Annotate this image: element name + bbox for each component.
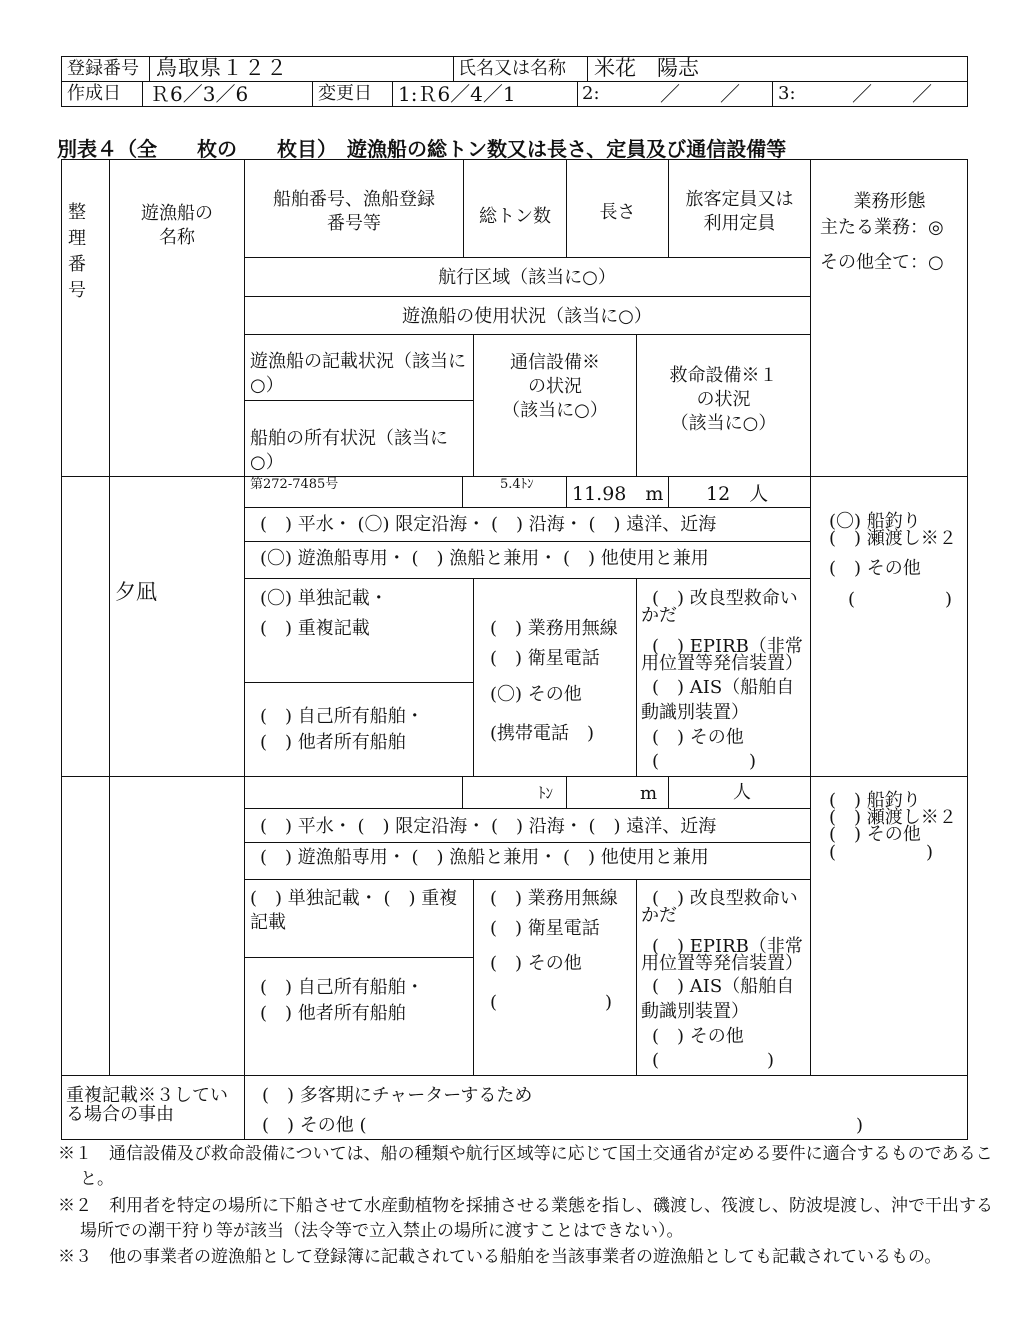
column-header-business: 業務形態 [853, 191, 926, 212]
owner-self-1: ( ) 自己所有船舶・ [260, 706, 424, 727]
column-header-seiri: 整理番号 [68, 202, 86, 301]
business-other-1: ( ) その他 [829, 558, 921, 579]
comm-satellite-1: ( ) 衛星電話 [490, 648, 600, 669]
column-header-owner: 船舶の所有状況（該当に○） [250, 428, 448, 473]
duplicate-reason-other-close: ) [856, 1115, 864, 1136]
rescue-ais-2: ( ) AIS（船舶自 [652, 976, 795, 997]
record-2: ( ) 単独記載・ ( ) 重複記載 [250, 888, 458, 933]
column-header-communication: 通信設備※ の状況 （該当に○） [502, 352, 608, 421]
business-ferry-2: ( ) 瀬渡し※２ [829, 807, 957, 828]
owner-self-2: ( ) 自己所有船舶・ [260, 977, 424, 998]
form-title: 別表４（全 枚の 枚目） 遊漁船の総トン数又は長さ、定員及び通信設備等 [57, 137, 787, 161]
rescue-ais-cont-1: 動識別装置） [641, 702, 749, 723]
business-other-detail-1: ( ) [848, 589, 953, 610]
length-1: 11.98 m [572, 483, 664, 505]
row-separator [61, 1075, 968, 1076]
comm-other-detail-1: (携帯電話 ) [490, 723, 595, 744]
header-rule [453, 56, 454, 81]
rescue-epirb-cont-1: 用位置等発信装置） [641, 653, 803, 674]
navigation-area-1: ( ) 平水・ (〇) 限定沿海・ ( ) 沿海・ ( ) 遠洋、近海 [260, 514, 717, 535]
header-rule [149, 56, 150, 81]
change-date-3-slashes: ／ ／ [852, 82, 932, 106]
length-unit-2: m [640, 783, 658, 804]
registration-number-label: 登録番号 [67, 58, 139, 79]
comm-radio-1: ( ) 業務用無線 [490, 618, 618, 639]
rescue-epirb-cont-2: 用位置等発信装置） [641, 953, 803, 974]
rescue-raft-cont-1: かだ [641, 605, 677, 626]
change-date-1: 1:Ｒ6／4／1 [398, 82, 516, 106]
tonnage-1: 5.4ﾄﾝ [500, 477, 534, 492]
rescue-raft-1: ( ) 改良型救命い [652, 588, 798, 609]
owner-other-2: ( ) 他者所有船舶 [260, 1003, 406, 1024]
rescue-other-1: ( ) その他 [652, 727, 744, 748]
usage-2: ( ) 遊漁船専用・ ( ) 漁船と兼用・ ( ) 他使用と兼用 [260, 847, 709, 868]
change-date-3-number: 3: [778, 83, 796, 104]
row2-line [244, 957, 473, 958]
business-ferry-1: ( ) 瀬渡し※２ [829, 528, 957, 549]
header-line [244, 334, 810, 335]
row1-line [473, 578, 474, 776]
header-line [244, 257, 810, 258]
row-separator [61, 776, 968, 777]
comm-satellite-2: ( ) 衛星電話 [490, 918, 600, 939]
footnote-1: ※１ 通信設備及び救命設備については、船の種類や航行区域等に応じて国土交通省が定める要件に適合するものであること。 [58, 1144, 993, 1189]
ship-number-1: 第272-7485号 [250, 477, 339, 492]
capacity-unit-2: 人 [733, 782, 751, 803]
row1-line [566, 476, 567, 507]
header-rule [312, 81, 313, 107]
row2-line [636, 879, 637, 1075]
business-other-2: ( ) その他 [829, 824, 921, 845]
comm-other-detail-2: ( ) [490, 992, 613, 1013]
column-header-length: 長さ [599, 202, 636, 223]
comm-radio-2: ( ) 業務用無線 [490, 888, 618, 909]
created-date-value: Ｒ6／3／6 [150, 82, 249, 106]
row1-line [636, 578, 637, 776]
row2-line [566, 776, 567, 808]
header-rule [392, 81, 393, 107]
rescue-other-2: ( ) その他 [652, 1026, 744, 1047]
column-header-vessel-name: 遊漁船の 名称 [141, 203, 213, 248]
rescue-ais-cont-2: 動識別装置） [641, 1001, 749, 1022]
name-value: 米花 陽志 [594, 56, 699, 80]
rescue-other-detail-2: ( ) [652, 1050, 775, 1071]
created-date-label: 作成日 [67, 83, 121, 104]
column-header-record: 遊漁船の記載状況（該当に○） [250, 351, 466, 396]
business-other-detail-2: ( ) [829, 842, 934, 863]
comm-other-2: ( ) その他 [490, 953, 582, 974]
changed-date-label: 変更日 [318, 83, 372, 104]
rescue-other-detail-1: ( ) [652, 751, 757, 772]
other-business-legend: その他全て：○ [820, 252, 944, 273]
column-header-tonnage: 総トン数 [479, 206, 551, 227]
row2-line [244, 842, 810, 843]
owner-other-1: ( ) 他者所有船舶 [260, 732, 406, 753]
rescue-epirb-1: ( ) EPIRB（非常 [652, 636, 803, 657]
record-single-1: (〇) 単独記載・ [260, 588, 388, 609]
main-business-legend: 主たる業務：◎ [820, 217, 944, 238]
registration-number-value: 鳥取県１２２ [156, 56, 288, 80]
row2-line [244, 808, 810, 809]
column-header-rescue: 救命設備※１ の状況 （該当に○） [669, 365, 778, 434]
duplicate-reason-charter: ( ) 多客期にチャーターするため [262, 1085, 533, 1106]
usage-1: (〇) 遊漁船専用・ ( ) 漁船と兼用・ ( ) 他使用と兼用 [260, 548, 709, 569]
change-date-2-number: 2: [582, 83, 600, 104]
row1-line [668, 476, 669, 507]
vessel-name-1: 夕凪 [115, 580, 157, 604]
rescue-raft-2: ( ) 改良型救命い [652, 888, 798, 909]
row1-line [244, 541, 810, 542]
record-duplicate-1: ( ) 重複記載 [260, 618, 370, 639]
column-header-usage: 遊漁船の使用状況（該当に○） [402, 306, 652, 327]
column-header-navigation-area: 航行区域（該当に○） [438, 267, 616, 288]
row2-line [244, 879, 810, 880]
column-separator [244, 159, 245, 1140]
rescue-raft-cont-2: かだ [641, 905, 677, 926]
change-date-2-slashes: ／ ／ [660, 82, 740, 106]
rescue-epirb-2: ( ) EPIRB（非常 [652, 936, 803, 957]
column-separator [109, 159, 110, 1075]
header-rule [772, 81, 773, 107]
name-label: 氏名又は名称 [458, 58, 566, 79]
row1-line [244, 507, 810, 508]
row2-line [668, 776, 669, 808]
business-fishing-2: ( ) 船釣り [829, 790, 921, 811]
footnote-3: ※３ 他の事業者の遊漁船として登録簿に記載されている船舶を当該事業者の遊漁船としても記載されているもの。 [58, 1247, 942, 1267]
business-fishing-1: (〇) 船釣り [829, 511, 921, 532]
tonnage-unit-2: ﾄﾝ [538, 784, 554, 802]
row2-line [473, 879, 474, 1075]
header-line [244, 400, 473, 401]
navigation-area-2: ( ) 平水・ ( ) 限定沿海・ ( ) 沿海・ ( ) 遠洋、近海 [260, 816, 717, 837]
rescue-ais-1: ( ) AIS（船舶自 [652, 677, 795, 698]
duplicate-reason-label: 重複記載※３している場合の事由 [66, 1085, 228, 1125]
column-header-capacity: 旅客定員又は 利用定員 [685, 189, 794, 234]
header-rule [142, 81, 143, 107]
duplicate-reason-other: ( ) その他 ( [262, 1115, 367, 1136]
comm-other-1: (〇) その他 [490, 684, 582, 705]
row1-line [244, 578, 810, 579]
header-line [244, 296, 810, 297]
row1-line [244, 682, 473, 683]
row1-line [462, 476, 463, 507]
header-rule [577, 81, 578, 107]
row2-line [462, 776, 463, 808]
column-separator [810, 159, 811, 1075]
header-rule [587, 56, 588, 81]
column-header-ship-number: 船舶番号、漁船登録 番号等 [273, 189, 435, 234]
capacity-1: 12 人 [706, 483, 769, 505]
footnote-2: ※２ 利用者を特定の場所に下船させて水産動植物を採捕させる業態を指し、磯渡し、筏渡し、防波堤渡し、沖で干出する場所での潮干狩り等が該当（法令等で立入禁止の場所に渡すことはできない）。 [58, 1196, 993, 1241]
